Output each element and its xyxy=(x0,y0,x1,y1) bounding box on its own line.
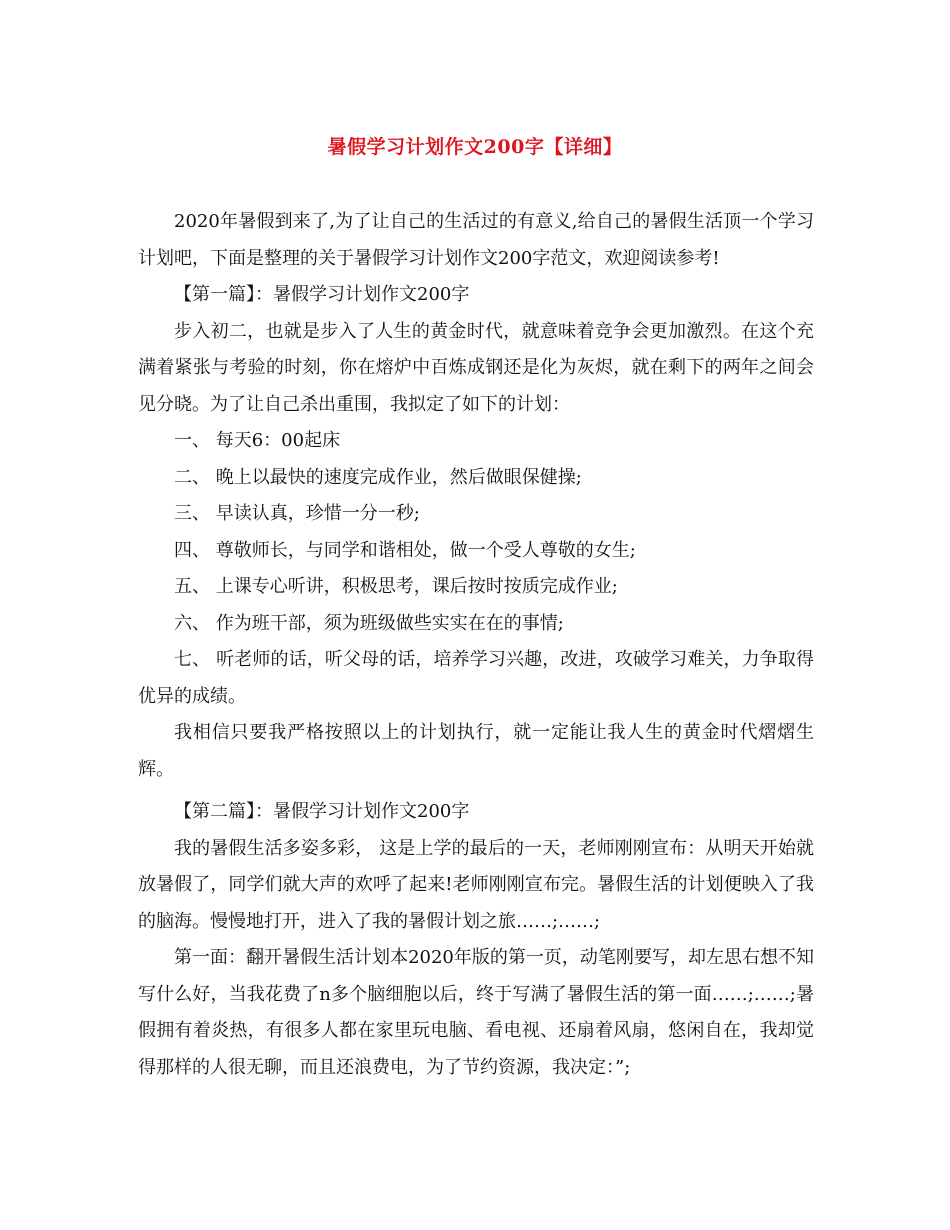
section-heading-1: 【第一篇】：暑假学习计划作文200字 xyxy=(174,284,470,305)
intro-paragraph: 2020年暑假到来了,为了让自己的生活过的有意义,给自己的暑假生活顶一个学习计划吧，下面是整理的关于暑假学习计划作文200字范文，欢迎阅读参考! xyxy=(138,211,814,269)
document-body xyxy=(138,204,814,1086)
plan-item-5: 五、 上课专心听讲，积极思考，课后按时按质完成作业; xyxy=(174,576,618,597)
plan-item-1: 一、 每天6：00起床 xyxy=(174,430,341,451)
document-title: 暑假学习计划作文200字【详细】 xyxy=(327,136,623,158)
plan-item-6: 六、 作为班干部，须为班级做些实实在在的事情; xyxy=(174,612,564,634)
plan-item-2: 二、 晚上以最快的速度完成作业，然后做眼保健操; xyxy=(174,466,582,488)
paragraph: 第一面：翻开暑假生活计划本2020年版的第一页，动笔刚要写，却左思右想不知写什么好，当我花费了n多个脑细胞以后，终于写满了暑假生活的第一面……;……;暑假拥有着炎热，有很多人都在家里玩电脑、看电视、还扇着风扇，悠闲自在，我却觉得那样的人很无聊，而且还浪费电，为了节约资源，我决定：”; xyxy=(138,947,814,1078)
paragraph: 步入初二，也就是步入了人生的黄金时代，就意味着竞争会更加激烈。在这个充满着紧张与考验的时刻，你在熔炉中百炼成钢还是化为灰烬，就在剩下的两年之间会见分晓。为了让自己杀出重围，我拟定了如下的计划： xyxy=(138,320,814,415)
paragraph: 我相信只要我严格按照以上的计划执行，就一定能让我人生的黄金时代熠熠生辉。 xyxy=(138,722,814,780)
paragraph: 我的暑假生活多姿多彩， 这是上学的最后的一天，老师刚刚宣布：从明天开始就放暑假了，同学们就大声的欢呼了起来!老师刚刚宣布完。暑假生活的计划便映入了我的脑海。慢慢地打开，进入了我的暑假计划之旅……;……; xyxy=(138,837,814,932)
plan-item-3: 三、 早读认真，珍惜一分一秒; xyxy=(174,503,420,524)
plan-item-7: 七、 听老师的话，听父母的话，培养学习兴趣，改进，攻破学习难关，力争取得优异的成绩。 xyxy=(138,649,814,707)
plan-item-4: 四、 尊敬师长，与同学和谐相处，做一个受人尊敬的女生; xyxy=(174,539,636,561)
section-heading-2: 【第二篇】：暑假学习计划作文200字 xyxy=(174,801,470,822)
